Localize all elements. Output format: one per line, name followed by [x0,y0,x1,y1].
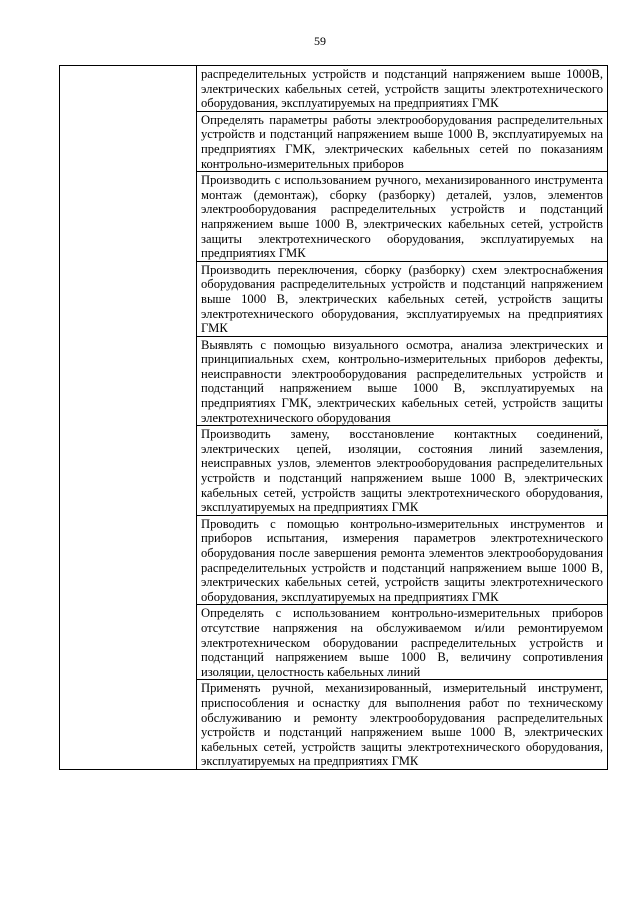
table-cell [197,172,608,262]
cell-text: Проводить с помощью контрольно-измерительных инструментов и приборов испытания, измерения параметров электротехнического оборудования после завершения ремонта элементов электрооборудования распределительных устройств и подстанций напряжением выше 1000 В, электрических кабельных сетей, устройств защиты электротехнического оборудования, эксплуатируемых на предприятиях ГМК [201,516,603,604]
table-cell [197,261,608,336]
table-cell [197,111,608,171]
cell-text: Производить с использованием ручного, механизированного инструмента монтаж (демонтаж), сборку (разборку) деталей, узлов, элементов электрооборудования распределительных устройств и подстанций напряжением выше 1000 В, электрических кабельных сетей, устройств защиты электротехнического оборудования, эксплуатируемых на предприятиях ГМК [201,173,603,261]
cell-text: Определять с использованием контрольно-измерительных приборов отсутствие напряжения на обслуживаемом и/или ремонтируемом электротехническом оборудовании распределительных устройств и подстанций напряжением выше 1000 В, величину сопротивления изоляции, целостность кабельных линий [201,606,603,679]
cell-text: распределительных устройств и подстанций напряжением выше 1000В, электрических кабельных сетей, устройств защиты электротехнического оборудования, эксплуатируемых на предприятиях ГМК [201,67,603,111]
cell-text: Применять ручной, механизированный, измерительный инструмент, приспособления и оснастку для выполнения работ по техническому обслуживанию и ремонту электрооборудования распределительных устройств и подстанций напряжением выше 1000 В, электрических кабельных сетей, устройств защиты электротехнического оборудования, эксплуатируемых на предприятиях ГМК [201,681,603,769]
left-column-cell [60,66,197,770]
requirements-table [59,65,608,770]
table-cell [197,336,608,426]
cell-text: Производить замену, восстановление контактных соединений, электрических цепей, изоляции, состояния линий заземления, неисправных узлов, элементов электрооборудования распределительных устройств и подстанций напряжением выше 1000 В, электрических кабельных сетей, устройств защиты электротехнического оборудования, эксплуатируемых на предприятиях ГМК [201,427,603,515]
cell-text: Выявлять с помощью визуального осмотра, анализа электрических и принципиальных схем, контрольно-измерительных приборов дефекты, неисправности электрооборудования распределительных устройств и подстанций напряжением выше 1000 В, эксплуатируемых на предприятиях ГМК, электрических кабельных сетей, устройств защиты электротехнического оборудования [201,337,603,425]
page-number: 59 [314,34,326,48]
table-cell [197,680,608,770]
cell-text: Производить переключения, сборку (разборку) схем электроснабжения оборудования распределительных устройств и подстанций напряжением выше 1000 В, электрических кабельных сетей, устройств защиты электротехнического оборудования, эксплуатируемых на предприятиях ГМК [201,262,603,336]
table-cell [197,605,608,680]
table-cell [197,515,608,605]
table-cell [197,66,608,112]
cell-text: Определять параметры работы электрооборудования распределительных устройств и подстанций напряжением выше 1000 В, эксплуатируемых на предприятиях ГМК, электрических кабельных сетей по показаниям контрольно-измерительных приборов [201,112,603,171]
table-row [60,66,608,112]
table-cell [197,426,608,516]
